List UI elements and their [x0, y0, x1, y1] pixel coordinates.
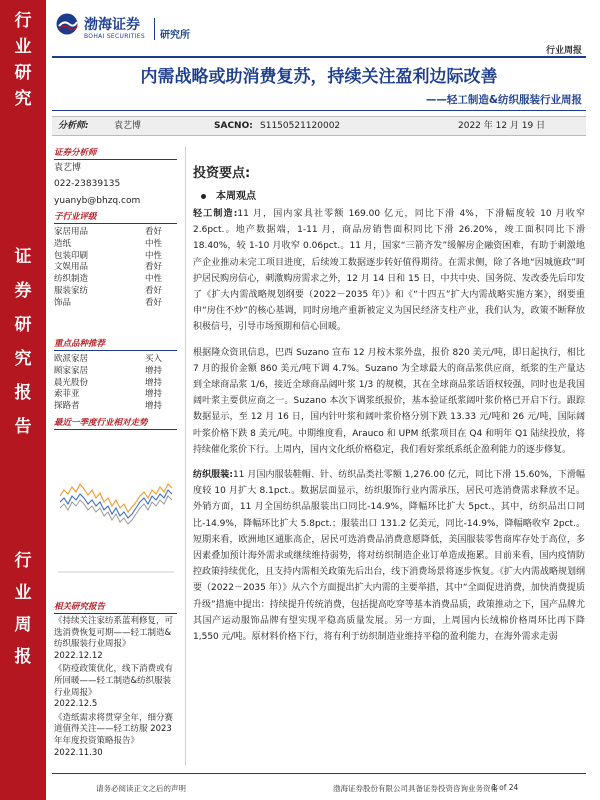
related-heading: 相关研究报告 [54, 600, 177, 614]
paragraph-textile: 纺织服装:11 月国内服装鞋帽、针、纺织品类社零额 1,276.00 亿元，同比下滑 15.60%，下滑幅度较 10 月扩大 8.1pct.。数据层面显示，纺织服饰行业内需承压，居民可选消费需求释放不足。外销方面，11 月全国纺织品服装出口同比-14.9%，降幅环比扩大 5pct.，其中，纺织品出口同比-14.9%，降幅环比扩大 5.8pct.；服装出口 131.2 亿美元，同比-14.9%，降幅略收窄 2pct.。短期来看，欧洲地区通胀高企，居民可选消费品消费意愿降低，美国服装零售商库存处于高位，多因素叠加预计海外需求或继续维持弱势，将对纺织制造企业订单造成拖累。目前来看，国内疫情防控政策持续优化，且支持内需相关政策先后出台，线下消费场景将逐步恢复。《扩大内需战略规划纲要（2022－2035 年）》从六个方面提出扩大内需的主要举措，其中“全面促进消费，加快消费提质升级”措施中提出：持续提升传统消费，包括提高吃穿等基本消费品质，政策推动之下，国产品牌尤其国产运动服饰品牌有望实现平稳高质量发展。另一方面，上周国内长绒棉价格周环比再下降 1,550 元/吨。原材料价格下行，将有利于纺织制造业维持平稳的盈利能力，在海外需求走弱 [193, 470, 585, 643]
rating-row: 包装印刷 中性 [54, 250, 162, 261]
rating-row: 服装家纺 看好 [54, 285, 162, 296]
related-item[interactable]: 《防疫政策优化，线下消费或有所回暖——轻工制造&纺织服装行业周报》 2022.12.5 [54, 664, 174, 710]
paragraph-pulp: 根据隆众资讯信息，巴西 Suzano 宣布 12 月桉木浆外盘，报价 820 美元/吨，即日起执行，相比 7 月的报价金额 860 美元/吨下调 4.7%。Suzano 为全球最大的商品浆供应商，纸浆的生产量达到全球商品浆 1/6，接近全球商品阔叶浆 1/3 的规模，其在全球商品浆话语权较强，同时也是我国阔叶浆主要供应商之一。Suzano 本次下调浆纸报价，基本验证纸浆阔叶浆价格已开启下行。跟踪数据显示，至 12 月 16 日，国内针叶浆和阔叶浆价格分别下跌 13.33 元/吨和 26 元/吨，国际阔叶浆价格下跌 8 美元/吨。中期维度看，Arauco 和 UPM 纸浆项目在 Q4 和明年 Q1 陆续投放，将持续催化浆价下行。上周内，国内文化纸价格稳定，我们看好浆纸系纸企盈利能力的逐步修复。 [193, 347, 585, 455]
report-date: 2022 年 12 月 19 日 [458, 121, 546, 131]
picks-heading: 重点品种推荐 [54, 337, 177, 351]
related-item[interactable]: 《持续关注家纺系蓝利修复，可选消费恢复可期——轻工制造&纺织服装行业周报》 2022.12.12 [54, 616, 174, 661]
logo-text-en: BOHAI SECURITIES [84, 33, 145, 40]
page-title: 内需战略或助消费复苏，持续关注盈利边际改善 [140, 67, 498, 87]
relative-performance-chart [54, 432, 177, 582]
bohai-logo-icon [56, 13, 78, 35]
footer-disclaimer: 请务必阅读正文之后的声明 [96, 784, 186, 793]
bullet-icon [201, 194, 206, 199]
section-title: 投资要点: [193, 166, 251, 181]
rating-row: 家居用品 看好 [54, 227, 162, 237]
report-type: 行业周报 [545, 46, 582, 56]
column-divider [185, 146, 186, 766]
analyst-box [54, 146, 177, 208]
title-rule [52, 110, 586, 111]
ratings-heading: 子行业评级 [54, 210, 177, 224]
analyst-info-bar [52, 116, 586, 136]
footer-rule [52, 773, 586, 774]
pick-row: 晨光股份 增持 [54, 377, 162, 388]
main-content [193, 162, 585, 645]
perf-chart-heading: 最近一季度行业相对走势 [54, 416, 177, 430]
bullet-heading: 本周观点 [193, 187, 585, 202]
logo-divider [154, 18, 155, 40]
stock-picks [54, 337, 177, 413]
sidebar-label-securities-report: 证 券 研 究 报 告 [14, 247, 32, 437]
pick-row: 索菲亚 增持 [54, 389, 162, 400]
pick-row: 顾家家居 增持 [54, 365, 162, 376]
footer-company: 渤海证券股份有限公司具备证券投资咨询业务资格 [333, 784, 498, 793]
sub-industry-ratings [54, 210, 177, 310]
pick-row: 探路者 增持 [54, 401, 162, 412]
related-item[interactable]: 《造纸需求将贯穿全年，细分赛道值得关注——轻工纺服 2023 年年度投资策略报告》 2022.11.30 [54, 712, 174, 758]
institute-label: 研究所 [160, 30, 190, 41]
page-subtitle: ——轻工制造&纺织服装行业周报 [425, 94, 582, 106]
sidebar-label-weekly: 行 业 周 报 [14, 551, 32, 667]
sacno-label: SACNO: [214, 121, 253, 131]
analyst-email[interactable]: yuanyb@bhzq.com [54, 196, 141, 206]
sidebar-label-industry-research: 行 业 研 究 [14, 11, 32, 109]
logo-text: 渤海证券 [84, 17, 140, 33]
analyst-heading: 证券分析师 [54, 146, 177, 160]
related-reports [54, 600, 177, 759]
page-number: 1 of 24 [492, 783, 519, 792]
header-rule [52, 56, 586, 58]
analyst-label: 分析师: [58, 121, 89, 131]
sidebar-band [0, 0, 46, 800]
performance-chart-box [54, 416, 177, 586]
analyst-name: 袁艺博 [114, 121, 142, 131]
rating-row: 饰品 看好 [54, 297, 162, 308]
rating-row: 文娱用品 看好 [54, 262, 162, 273]
sacno-value: S1150521120002 [260, 121, 341, 131]
analyst-phone: 022-23839135 [54, 179, 121, 189]
rating-row: 纺织制造 中性 [54, 274, 162, 285]
paragraph-light-industry: 轻工制造:11 月，国内家具社零额 169.00 亿元，同比下滑 4%，下滑幅度较 10 月收窄 2.6pct.。地产数据端，1-11 月，商品房销售面积同比下滑 26.20%，竣工面积同比下滑 18.40%，较 1-10 月收窄 0.06pct.。11 月，国家“三箭齐发”缓解房企融资困难，有助于刺激地产企业推动未完工项目进度，后续竣工数据逐步转好值得期待。在需求侧，除了各地“因城施政”呵护居民购房信心，刺激购房需求之外，12 月 14 日和 15 日，中共中央、国务院、发改委先后印发了《扩大内需战略规划纲要（2022－2035 年）》和《“十四五”扩大内需战略实施方案》，纲要重申“房住不炒”的核心基调，同时房地产重新被定义为国民经济支柱产业，我们认为，政策不断释放积极信号，引导市场预期和信心回暖。 [193, 209, 585, 333]
pick-row: 欧派家居 买入 [54, 354, 162, 364]
analyst-box-name: 袁艺博 [54, 163, 82, 173]
rating-row: 造纸 中性 [54, 238, 162, 249]
